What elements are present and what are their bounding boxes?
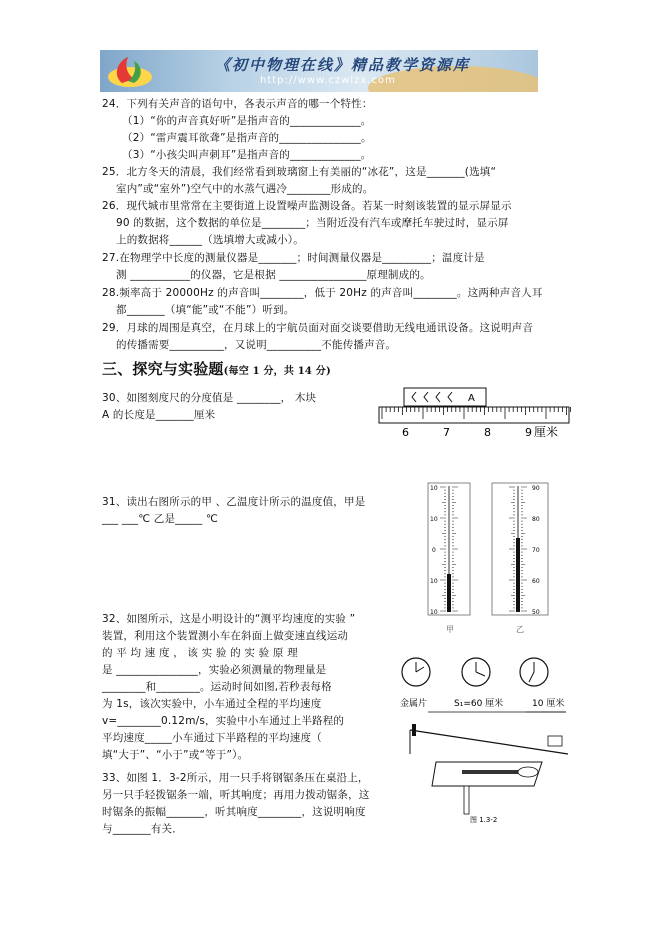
header-banner: [100, 50, 538, 92]
therm-right-label-1: 90: [532, 485, 540, 492]
saw-blade: [462, 770, 524, 774]
ruler-tick-label-6: 6: [402, 426, 409, 439]
therm-left-label-4: 10: [430, 578, 438, 585]
q27-line1: 27.在物理学中长度的测量仪器是_______；时间测量仪器是_________；温度计是: [102, 252, 485, 264]
section-note: (每空 1 分，共 14 分): [223, 366, 331, 377]
q24-2: （2）“雷声震耳欲聋”是指声音的_______________。: [122, 132, 372, 144]
section-heading: [102, 362, 331, 379]
q26-line3: 上的数据将______（选填增大或减小）。: [116, 234, 304, 246]
q33-line2: 另一只手轻拨锯条一端，听其响度；再用力拨动锯条，这: [102, 789, 370, 801]
q26-line1: 26．现代城市里常常在主要街道上设置噪声监测设备。若某一时刻该装置的显示屏显示: [102, 200, 512, 212]
q32-line6: 为 1s，该次实验中，小车通过全程的平均速度: [102, 698, 322, 710]
ruler-unit: 厘米: [534, 425, 559, 439]
s1-label: S₁=60 厘米: [454, 699, 504, 709]
ruler-body: [379, 407, 569, 423]
cart: [548, 736, 562, 746]
fig33-caption: 图 1.3-2: [470, 816, 498, 824]
banner-url[interactable]: http://www.czwlzx.com: [260, 75, 396, 86]
logo-icon: [104, 53, 156, 89]
q27-line2: 测 ___________的仪器，它是根据 ________________原理制成的。: [116, 269, 431, 281]
q29-line2: 的传播需要__________，又说明__________不能传播声音。: [116, 339, 397, 351]
ruler-figure: [376, 386, 576, 448]
block-label: A: [468, 393, 475, 404]
therm-left-label-2: 10: [430, 516, 438, 523]
hand-icon: [518, 767, 538, 777]
therm-right-label-4: 60: [532, 578, 540, 585]
q33-line4: 与_______有关．: [102, 823, 183, 835]
ruler-tick-label-7: 7: [443, 426, 450, 439]
stopwatch-start-icon: [402, 658, 430, 686]
table-leg: [464, 786, 469, 814]
therm-right-label-2: 80: [532, 516, 540, 523]
q32-line5: ________和________。运动时间如图,若秒表每格: [102, 681, 332, 693]
q28-line1: 28.频率高于 20000Hz 的声音叫________，低于 20Hz 的声音叫________。这两种声音人耳: [102, 287, 543, 299]
stopwatch-end-icon: [520, 658, 548, 686]
stopwatch-middle-icon: [462, 658, 490, 686]
therm-right-label-3: 70: [532, 547, 540, 554]
thermometer-left-caption: 甲: [446, 625, 454, 634]
q24-3: （3）“小孩尖叫声刺耳”是指声音的_____________。: [122, 149, 372, 161]
q26-line2: 90 的数据，这个数据的单位是________；当附近没有汽车或摩托车驶过时，显示屏: [116, 217, 509, 229]
q32-line9: 填“大于”、“小于”或“等于”）。: [102, 749, 249, 761]
q25-line2: 室内”或“室外”)空气中的水蒸气遇冷________形成的。: [116, 183, 374, 195]
q33-line3: 时锯条的振幅_______，听其响度________，这说明响度: [102, 806, 366, 818]
therm-right-label-5: 50: [532, 609, 540, 616]
thermometers-figure: [420, 480, 560, 640]
thermometer-right-caption: 乙: [516, 625, 524, 634]
saw-figure: [430, 760, 550, 826]
q25-line1: 25．北方冬天的清晨，我们经常看到玻璃窗上有美丽的“冰花”，这是_______(选填“: [102, 166, 497, 178]
ruler-tick-label-9: 9: [525, 426, 532, 439]
therm-left-label-3: 0: [432, 547, 436, 554]
q32-line4: 是 _______________，实验必须测量的物理量是: [102, 664, 327, 676]
q32-line8: 平均速度_____小车通过下半路程的平均速度（: [102, 732, 322, 744]
q30-line2: A 的长度是_______厘米: [102, 409, 216, 421]
ten-cm-label: 10 厘米: [532, 699, 565, 709]
therm-left-label-5: 10: [430, 609, 438, 616]
incline-plane: [410, 730, 568, 754]
q24-text: 24．下列有关声音的语句中，各表示声音的哪一个特性：: [102, 98, 373, 110]
q29-line1: 29．月球的周围是真空，在月球上的宇航员面对面交谈要借助无线电通讯设备。这说明声音: [102, 322, 534, 334]
section-title: 三、探究与实验题: [102, 360, 224, 378]
ruler-tick-label-8: 8: [484, 426, 491, 439]
incline-figure: [398, 692, 578, 762]
q31-line1: 31、读出右图所示的甲 、乙温度计所示的温度值，甲是: [102, 496, 366, 508]
q30-line1: 30、如图刻度尺的分度值是 ________， 木块: [102, 392, 317, 404]
stopwatches-figure: [398, 654, 558, 688]
metal-strip-label: 金属片: [400, 699, 428, 709]
q33-line1: 33、如图 1．3-2所示，用一只手将钢锯条压在桌沿上，: [102, 772, 369, 784]
q28-line2: 都_______（填“能”或“不能”）听到。: [116, 304, 295, 316]
therm-left-label-top: 10: [430, 485, 438, 492]
q32-line1: 32、如图所示，这是小明设计的“测平均速度的实验 ”: [102, 613, 356, 625]
metal-strip: [412, 724, 416, 736]
q24-1: （1）“你的声音真好听”是指声音的_____________。: [122, 115, 372, 127]
q32-line3: 的 平 均 速 度 ， 该 实 验 的 实 验 原 理: [102, 647, 298, 659]
banner-title: 《初中物理在线》精品教学资源库: [215, 56, 471, 74]
q31-line2: ___ ___℃ 乙是_____ ℃: [102, 513, 218, 525]
q32-line2: 装置，利用这个装置测小车在斜面上做变速直线运动: [102, 630, 349, 642]
q32-line7: v=________0.12m/s，实验中小车通过上半路程的: [102, 715, 345, 727]
